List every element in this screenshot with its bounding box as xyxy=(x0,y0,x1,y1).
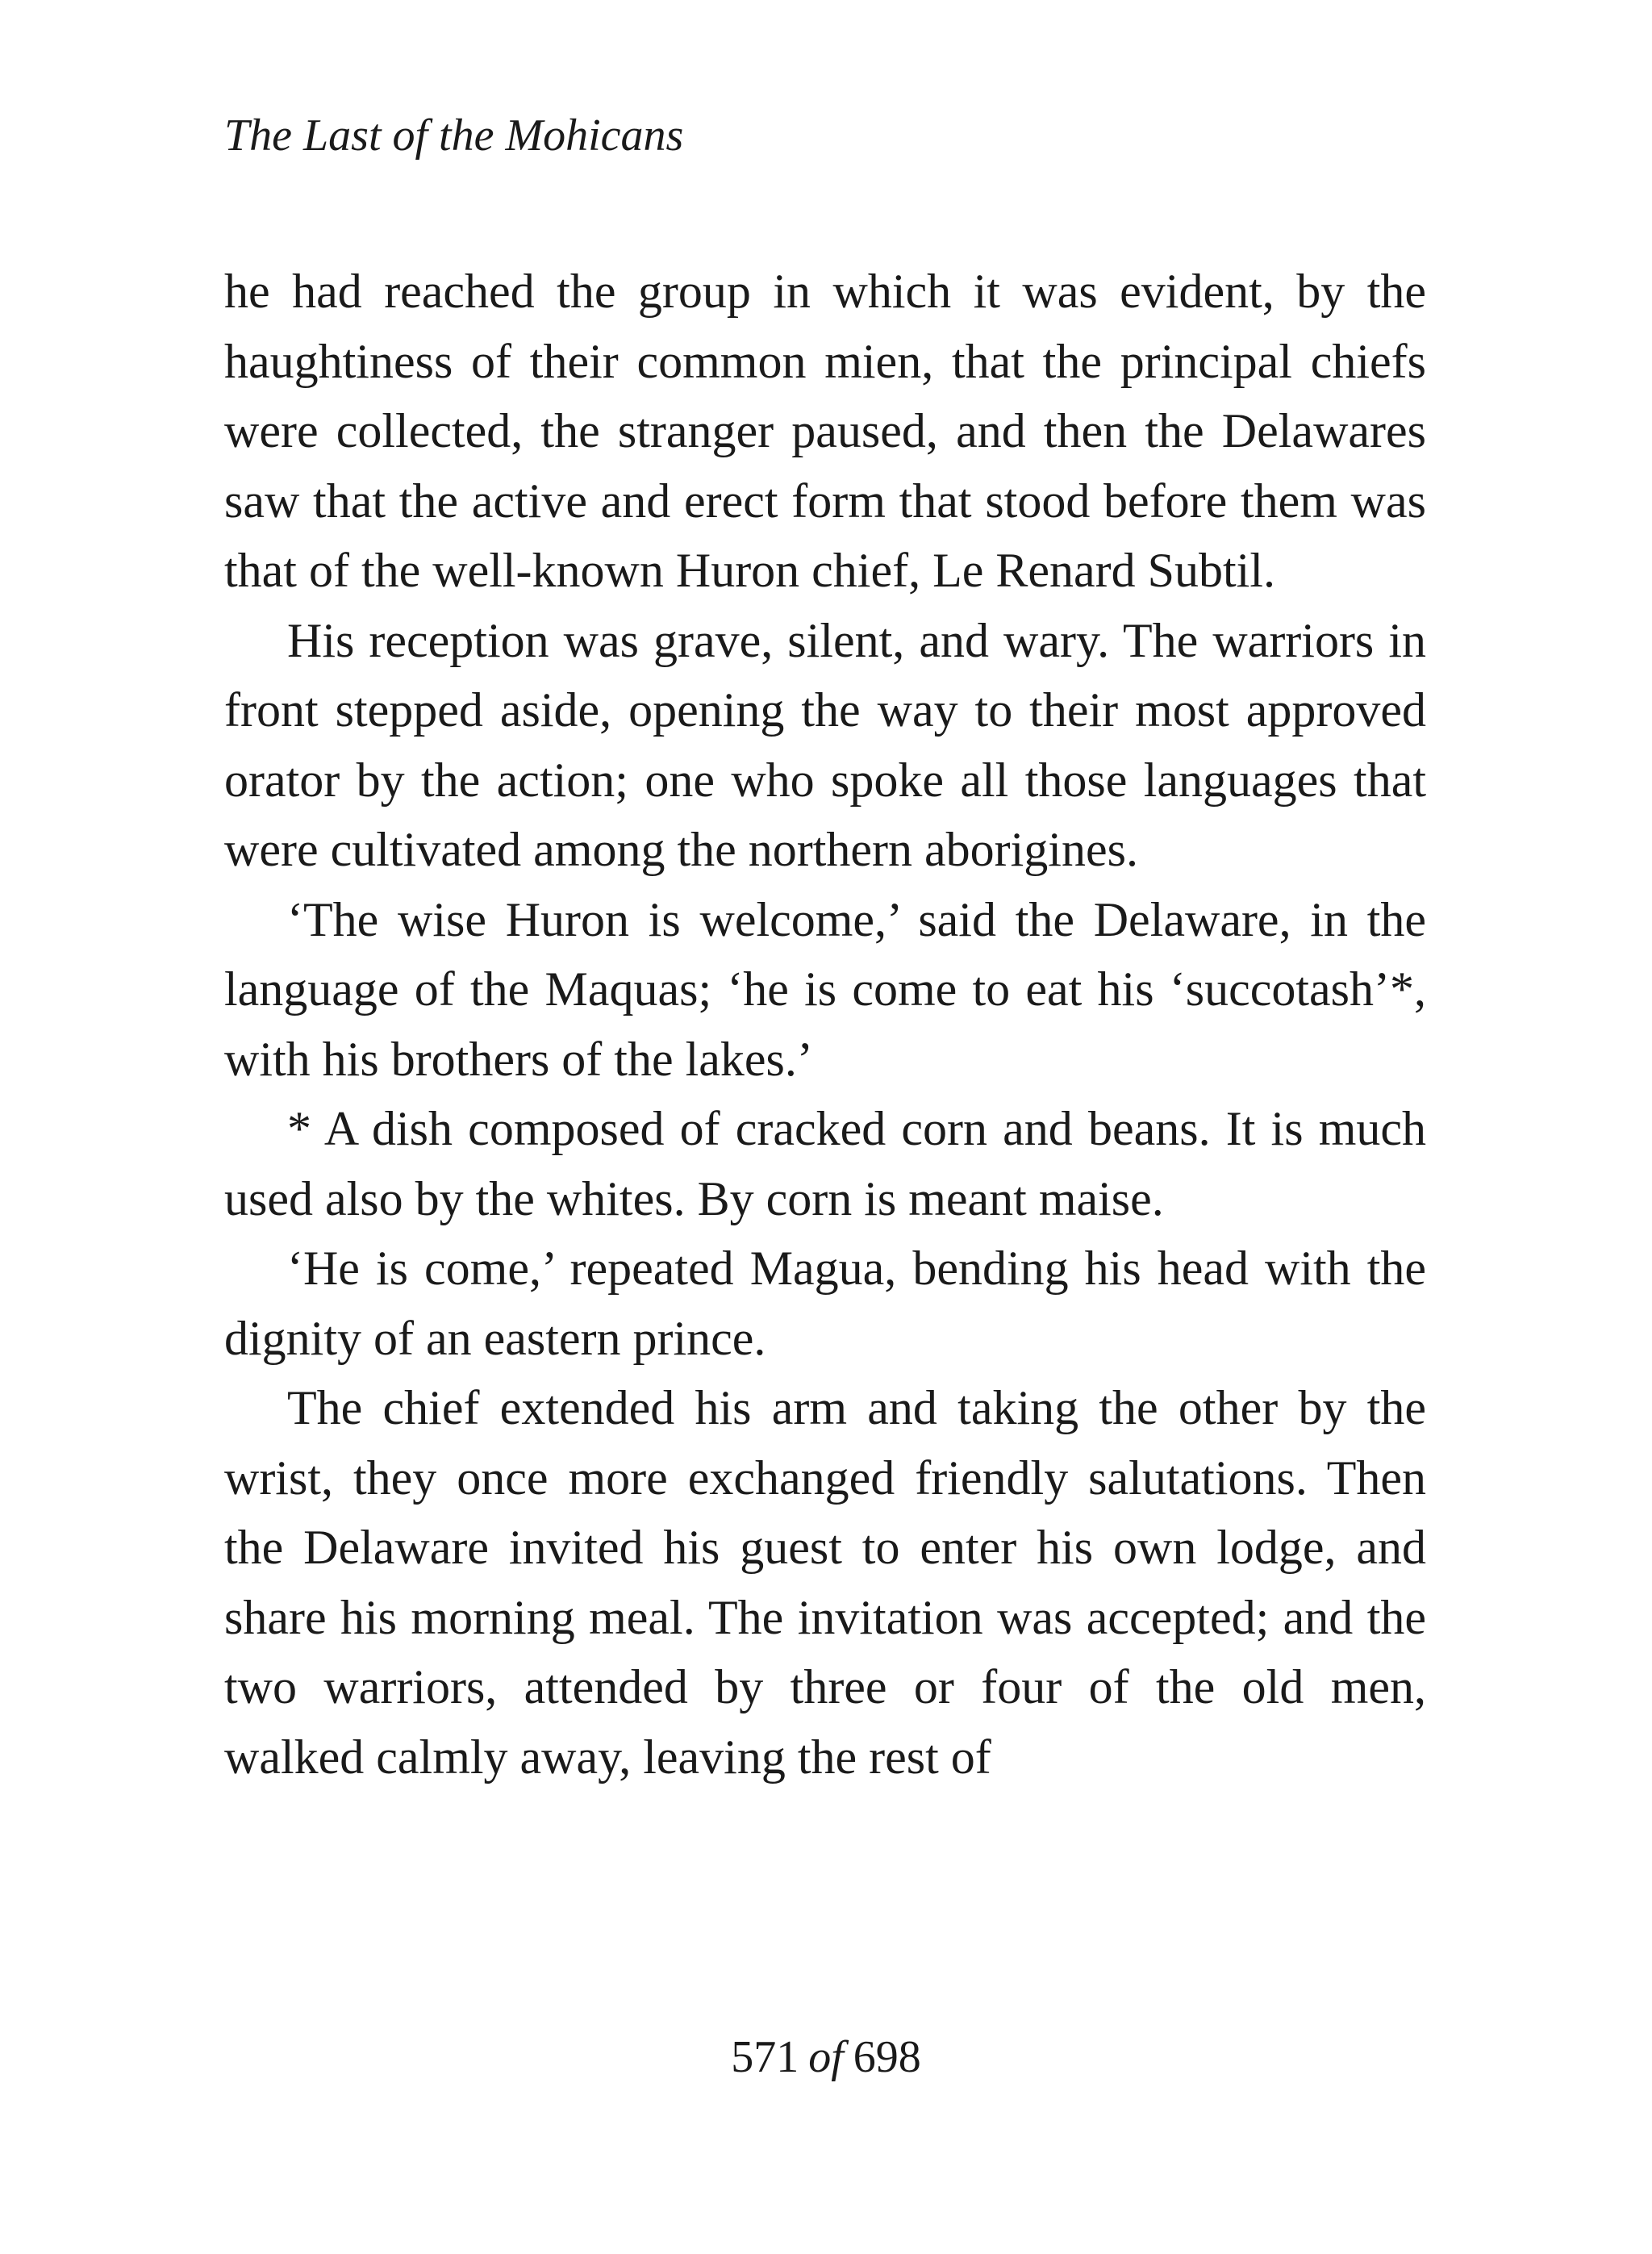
page-of-label: of xyxy=(808,2032,844,2082)
page-number xyxy=(0,2025,1652,2089)
page-current: 571 xyxy=(731,2032,799,2082)
footnote: * A dish composed of cracked corn and beans. It is much used also by the whites. By corn is meant maise. xyxy=(224,1102,1426,1225)
paragraph: ‘The wise Huron is welcome,’ said the Delaware, in the language of the Maquas; ‘he is come to eat his ‘succotash’*, with his brothers of the lakes.’ xyxy=(224,892,1426,1086)
paragraph: he had reached the group in which it was evident, by the haughtiness of their common mien, that the principal chiefs were collected, the stranger paused, and then the Delawares saw that the active and erect form that stood before them was that of the well-known Huron chief, Le Renard Subtil. xyxy=(224,265,1426,597)
paragraph: ‘He is come,’ repeated Magua, bending his head with the dignity of an eastern prince. xyxy=(224,1242,1426,1365)
page-body xyxy=(224,257,1426,1792)
page-total: 698 xyxy=(853,2032,921,2082)
running-title: The Last of the Mohicans xyxy=(224,111,684,161)
paragraph: The chief extended his arm and taking the other by the wrist, they once more exchanged friendly salutations. Then the Delaware invited his guest to enter his own lodge, and share his morning meal. The invitation was accepted; and the two warriors, attended by three or four of the old men, walked calmly away, leaving the rest of xyxy=(224,1381,1426,1784)
paragraph: His reception was grave, silent, and wary. The warriors in front stepped aside, opening the way to their most approved orator by the action; one who spoke all those languages that were cultivated among the northern aborigines. xyxy=(224,613,1426,876)
